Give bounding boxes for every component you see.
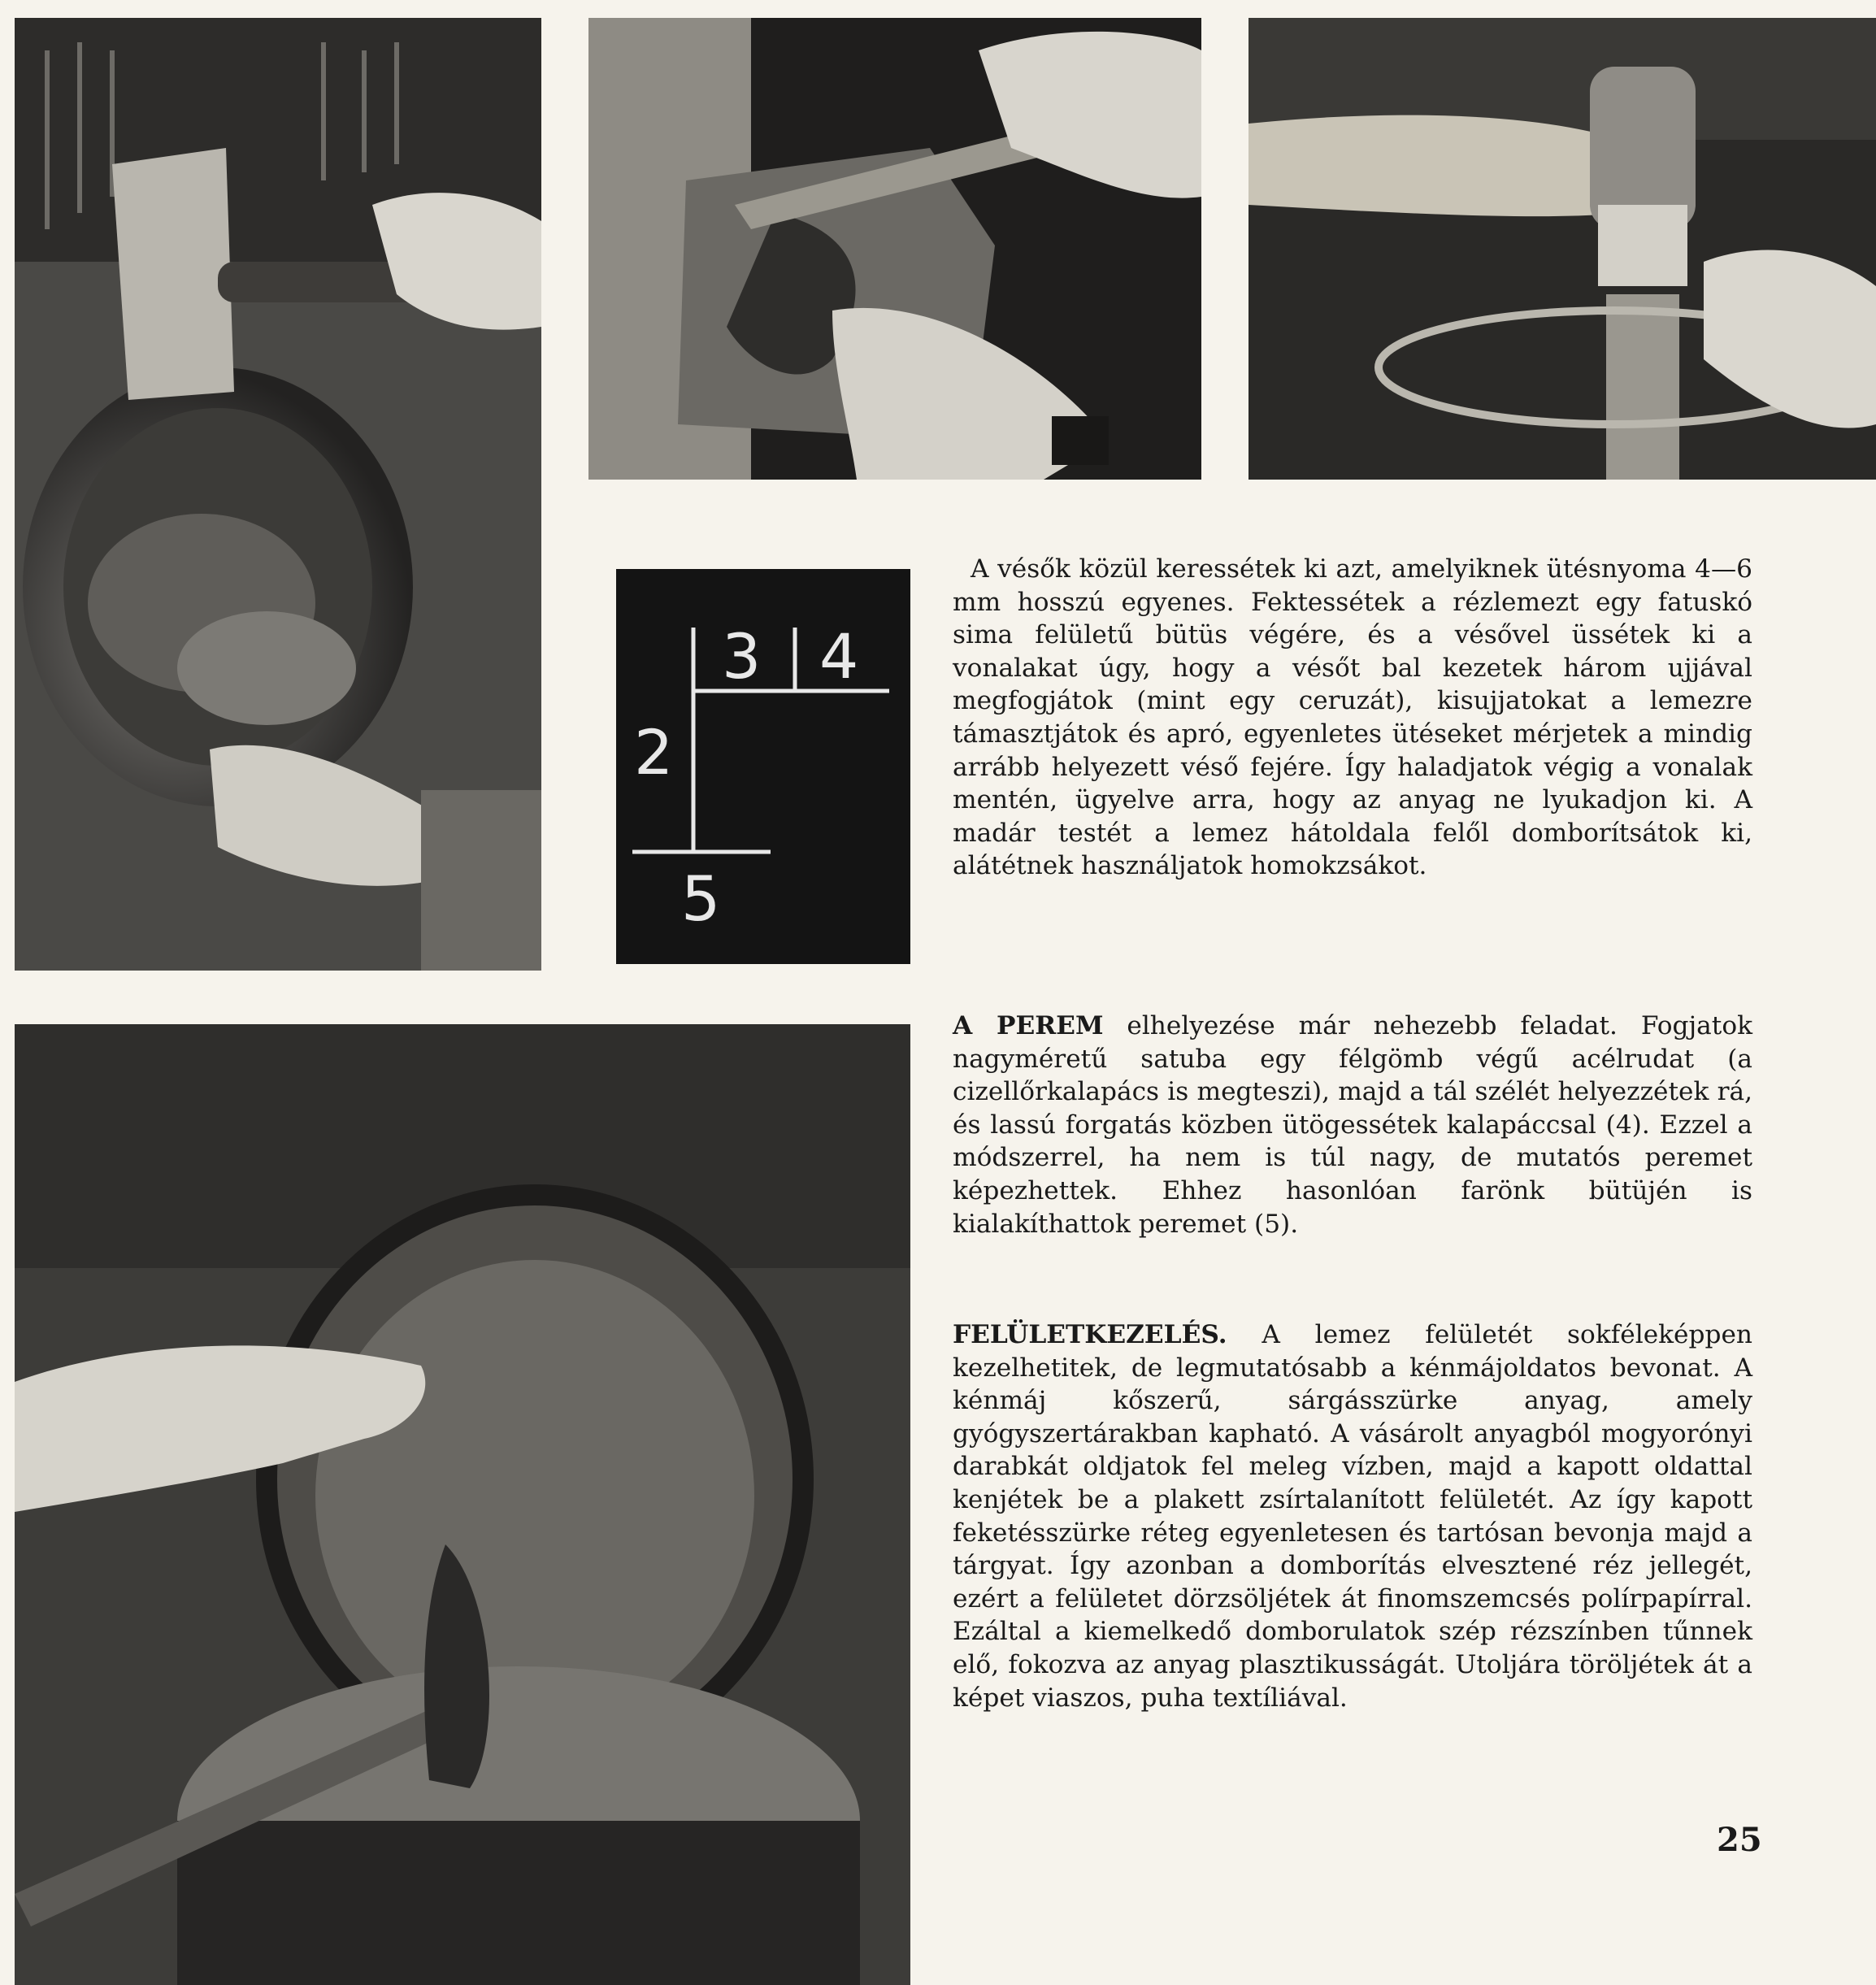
diagram-label-5: 5 bbox=[681, 862, 721, 935]
photo-rim-forming bbox=[15, 1024, 910, 1985]
photo-mallet-plate bbox=[15, 18, 541, 971]
paragraph-chisel bbox=[953, 553, 1752, 883]
paragraph-surface bbox=[953, 1318, 1752, 1714]
paragraph-surface-text bbox=[953, 1318, 1752, 1714]
paragraph-rim-body: elhelyezése már nehezebb feladat. Fogjatok nagyméretű satuba egy félgömb végű acélrudat (a cizellőrkalapács is megteszi), majd a tál szélét helyezzétek rá, és lassú forgatás közben ütögessétek kalapáccsal (4). Ezzel a módszerrel, ha nem is túl nagy, de mutatós peremet képezhettek. Ehhez hasonlóan farönk bütüjén is kialakíthattok peremet (5). bbox=[953, 1011, 1752, 1239]
photo-shears-cutting bbox=[588, 18, 1201, 480]
page-number: 25 bbox=[1717, 1821, 1762, 1859]
paragraph-surface-lead: FELÜLETKEZELÉS. bbox=[953, 1320, 1227, 1349]
paragraph-rim-lead: A PEREM bbox=[953, 1011, 1104, 1040]
paragraph-chisel-text: A vésők közül keressétek ki azt, amelyiknek ütésnyoma 4—6 mm hosszú egyenes. Fektessétek a rézlemezt egy fatuskó sima felületű bütüs végére, és a vésővel üssétek ki a vonalakat úgy, hogy a vésőt bal kezetek három ujjával megfogjátok (mint egy ceruzát), kisujjatokat a lemezre támasztjátok és apró, egyenletes ütéseket mérjetek a mindig arrább helyezett véső fejére. Így haladjatok végig a vonalak mentén, ügyelve arra, hogy az anyag ne lyukadjon ki. A madár testét a lemez hátoldala felől domborítsátok ki, alátétnek használjatok homokzsákot. bbox=[953, 554, 1752, 881]
paragraph-surface-body: A lemez felületét sokféleképpen kezelhetitek, de legmutatósabb a kénmájoldatos bevonat. A kénmáj kőszerű, sárgásszürke anyag, amely gyógyszertárakban kapható. A vásárolt anyagból mogyorónyi darabkát oldjatok fel meleg vízben, majd a kapott oldattal kenjétek be a plakett zsírtalanított felületét. Az így kapott feketésszürke réteg egyenletesen és tartósan bevonja majd a tárgyat. Így azonban a domborítás elvesztené réz jellegét, ezért a felületet dörzsöljétek át finomszemcsés polírpapírral. Ezáltal a kiemelkedő domborulatok szép rézszínben tűnnek elő, fokozva az anyag plasztikusságát. Utoljára töröljétek át a képet viaszos, puha textíliával. bbox=[953, 1320, 1752, 1713]
paragraph-rim bbox=[953, 1010, 1752, 1240]
paragraph-rim-text bbox=[953, 1010, 1752, 1240]
photo-hammer-stake bbox=[1248, 18, 1876, 480]
diagram-label-3: 3 bbox=[722, 620, 762, 693]
diagram-label-4: 4 bbox=[819, 620, 859, 693]
diagram-label-2: 2 bbox=[634, 716, 674, 788]
layout-diagram bbox=[616, 569, 910, 964]
